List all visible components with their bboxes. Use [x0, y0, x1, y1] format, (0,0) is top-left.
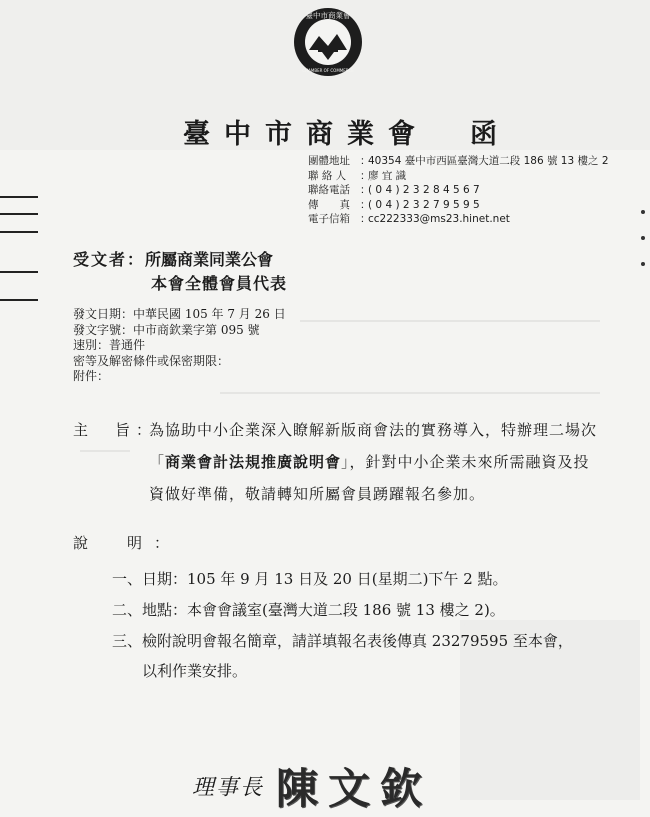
svg-text:臺中市商業會: 臺中市商業會 — [305, 11, 351, 20]
scan-artifact — [220, 392, 600, 394]
contact-row: 傳 真 ： ( 0 4 ) 2 3 2 7 9 5 9 5 — [308, 198, 480, 211]
attachments: 附件： — [73, 369, 110, 383]
recipient-line-1: 所屬商業同業公會 — [145, 250, 274, 269]
recipient-label: 受文者： — [73, 250, 146, 269]
explanation-item-registration-cont: 以利作業安排。 — [142, 662, 248, 680]
subject-body: 為協助中小企業深入瞭解新版商會法的實務導入，特辦理二場次「商業會計法規推廣說明會」，針對中小企業未來所需融資及投資做好準備，敬請轉知所屬會員踴躍報名參加。 — [149, 421, 598, 503]
recipient-block — [73, 248, 288, 293]
contact-row: 聯絡電話 ： ( 0 4 ) 2 3 2 8 4 5 6 7 — [308, 184, 480, 196]
scan-artifact — [300, 320, 600, 322]
punch-mark — [0, 271, 38, 273]
explanation-label: 說 明： — [73, 534, 182, 552]
punch-dot — [641, 262, 645, 266]
subject-label: 主 旨： — [73, 421, 158, 439]
explanation-item-registration: 三、檢附說明會報名簡章，請詳填報名表後傳真 23279595 至本會， — [112, 632, 573, 650]
punch-dot — [641, 236, 645, 240]
recipient-line-2: 本會全體會員代表 — [151, 274, 288, 293]
contact-row: 電子信箱 ： cc222333@ms23.hinet.net — [308, 213, 510, 225]
issue-date: 發文日期：中華民國 105 年 7 月 26 日 — [73, 307, 286, 321]
punch-dot — [641, 210, 645, 214]
contact-row: 團體地址 ： 40354 臺中市西區臺灣大道二段 186 號 13 樓之 2 — [308, 155, 609, 167]
chamber-seal-logo — [292, 6, 364, 78]
delivery-speed: 速別：普通件 — [73, 338, 146, 352]
explanation-item-date: 一、日期：105 年 9 月 13 日及 20 日(星期二)下午 2 點。 — [112, 570, 508, 588]
event-name: 商業會計法規推廣說明會 — [165, 453, 342, 471]
confidentiality: 密等及解密條件或保密期限： — [73, 353, 230, 368]
punch-mark — [0, 231, 38, 233]
punch-mark — [0, 213, 38, 215]
document-title: 臺中市商業會 函 — [183, 119, 511, 150]
signatory-title: 理事長 — [192, 775, 265, 801]
contact-block — [308, 154, 609, 227]
scan-artifact — [80, 450, 130, 452]
document-number: 發文字號：中市商欽業字第 095 號 — [73, 322, 260, 337]
document-meta — [73, 307, 286, 385]
punch-mark — [0, 299, 38, 301]
punch-mark — [0, 196, 38, 198]
contact-row: 聯 絡 人 ： 廖 宜 識 — [308, 169, 407, 182]
svg-text:CHAMBER OF COMMERCE: CHAMBER OF COMMERCE — [302, 68, 354, 73]
signature-block — [192, 756, 432, 816]
signatory-name-stamp: 陳文欽 — [276, 764, 433, 813]
explanation-item-location: 二、地點：本會會議室(臺灣大道二段 186 號 13 樓之 2)。 — [112, 601, 505, 619]
